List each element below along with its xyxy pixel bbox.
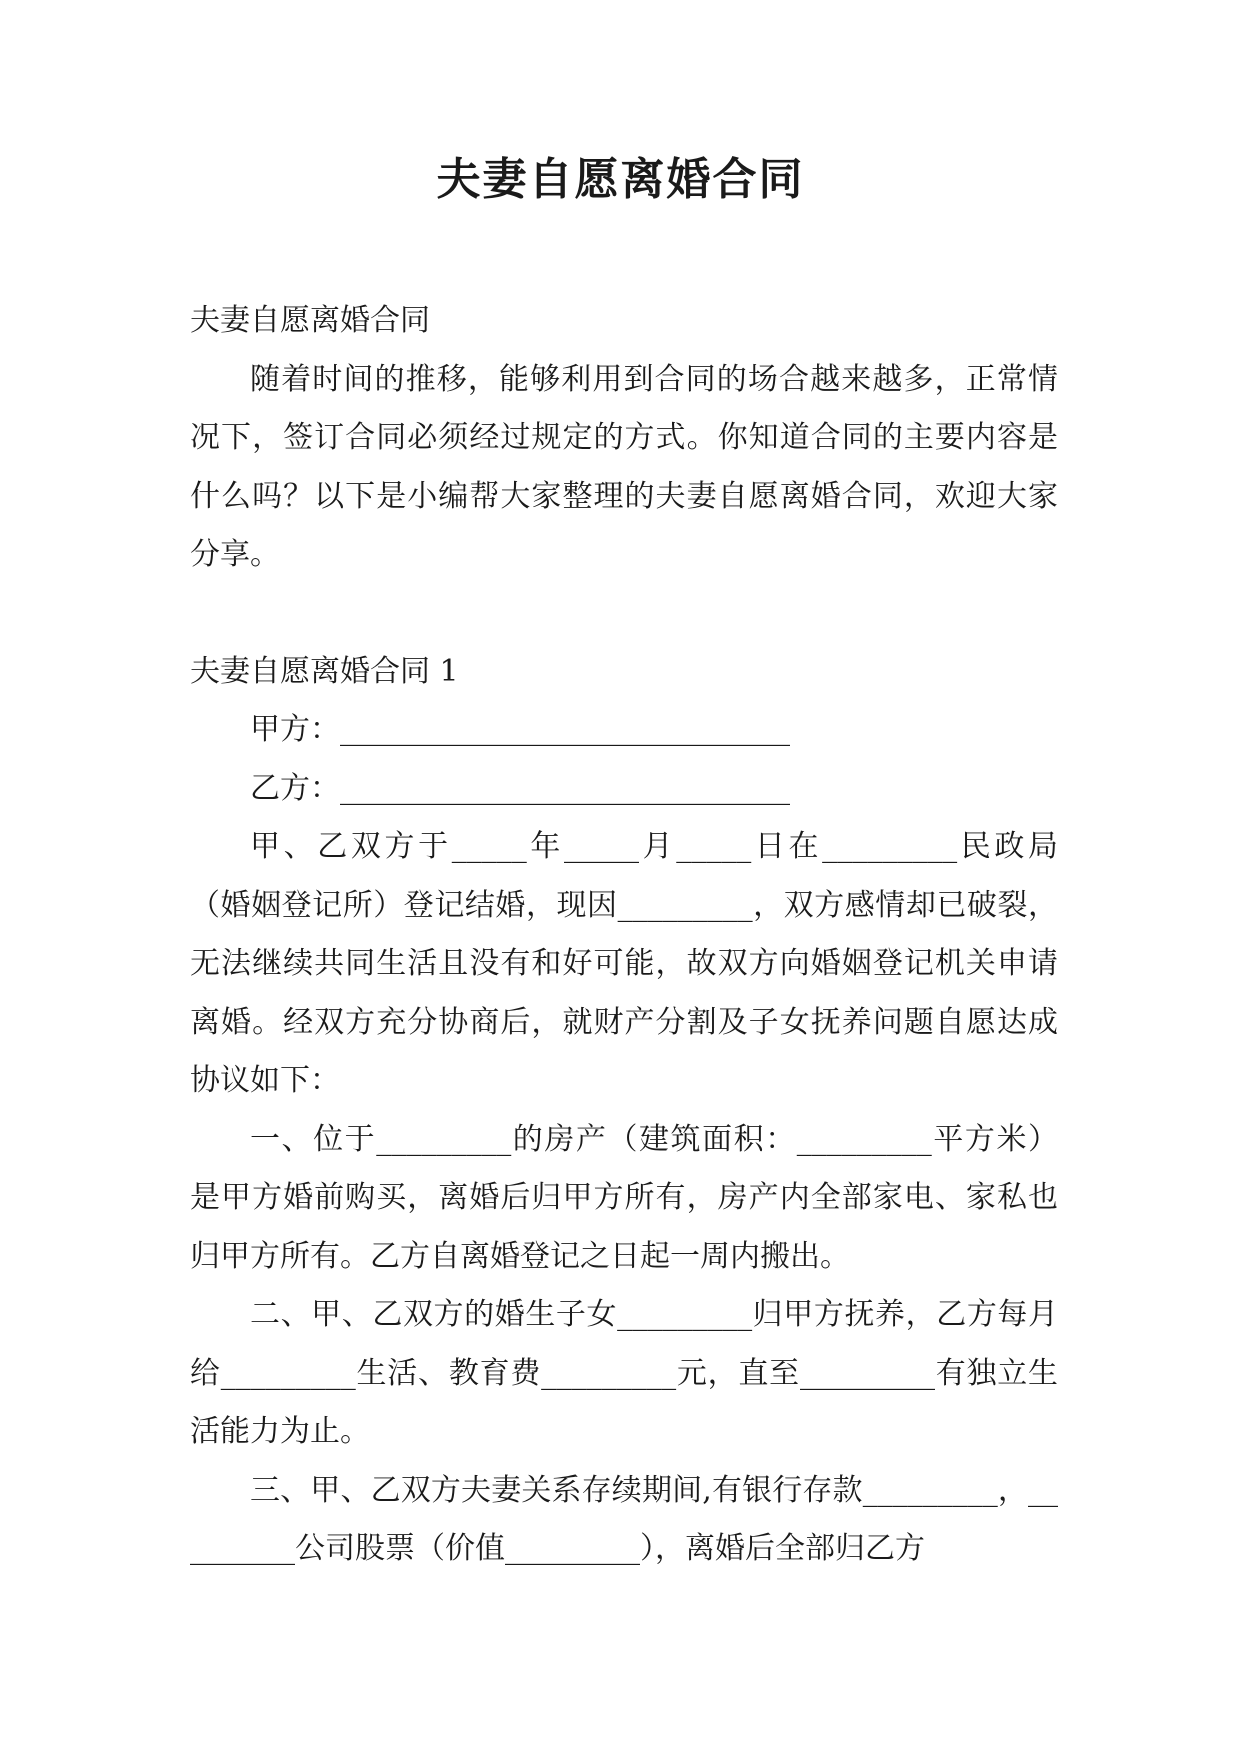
document-title: 夫妻自愿离婚合同 bbox=[436, 154, 805, 205]
paragraph-intro: 随着时间的推移，能够利用到合同的场合越来越多，正常情况下，签订合同必须经过规定的方式。你知道合同的主要内容是什么吗？以下是小编帮大家整理的夫妻自愿离婚合同，欢迎大家分享。 bbox=[190, 361, 1058, 572]
clause-three: 三、甲、乙双方夫妻关系存续期间,有银行存款_________，_________公司股票（价值_________），离婚后全部归乙方 bbox=[190, 1472, 1058, 1566]
section-heading: 夫妻自愿离婚合同 1 bbox=[190, 653, 459, 689]
document-body bbox=[190, 292, 1058, 1579]
paragraph-preamble: 甲、乙双方于_____年_____月_____日在_________民政局（婚姻登记所）登记结婚，现因_________，双方感情却已破裂，无法继续共同生活且没有和好可能，故双方向婚姻登记机关申请离婚。经双方充分协商后，就财产分割及子女抚养问题自愿达成协议如下： bbox=[190, 829, 1058, 1098]
clause-two: 二、甲、乙双方的婚生子女_________归甲方抚养，乙方每月给_________生活、教育费_________元，直至_________有独立生活能力为止。 bbox=[190, 1297, 1058, 1449]
clause-one: 一、位于_________的房产（建筑面积：_________平方米）是甲方婚前购买，离婚后归甲方所有，房产内全部家电、家私也归甲方所有。乙方自离婚登记之日起一周内搬出。 bbox=[190, 1121, 1058, 1274]
party-a-line: 甲方：______________________________ bbox=[250, 712, 790, 747]
party-b-line: 乙方：______________________________ bbox=[250, 770, 790, 806]
paragraph-heading: 夫妻自愿离婚合同 bbox=[190, 303, 430, 338]
